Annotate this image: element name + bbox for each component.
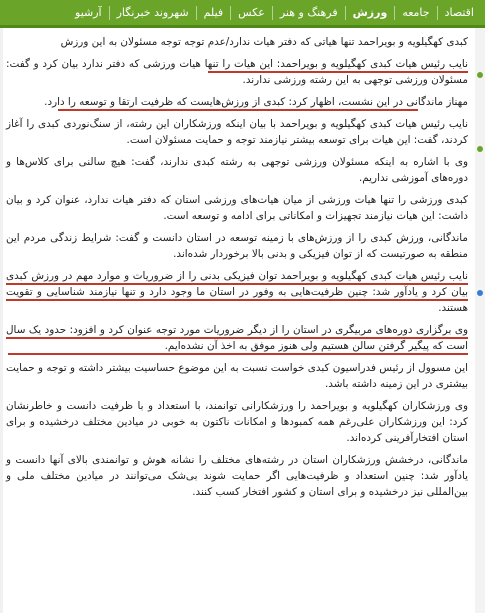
bullet-icon	[477, 72, 483, 78]
article-body	[6, 34, 468, 506]
nav-item-photo[interactable]: عکس	[230, 6, 272, 20]
top-navigation-bar	[0, 0, 485, 28]
article-paragraph-highlighted	[6, 322, 468, 354]
nav-item-citizen-reporter[interactable]: شهروند خبرنگار	[109, 6, 196, 20]
article-paragraph-text: وی برگزاری دوره‌های مربیگری در استان را از دیگر ضروریات مورد توجه عنوان کرد و افزود: حدود یک سال است که پیگیر گرفتن سالن هستیم ولی هنوز موفق به اخذ آن نشده‌ایم.	[6, 324, 468, 352]
article-paragraph-highlighted	[6, 268, 468, 316]
nav-item-sport[interactable]: ورزش	[345, 6, 395, 20]
nav-item-video[interactable]: فیلم	[196, 6, 231, 20]
nav-item-culture[interactable]: فرهنگ و هنر	[272, 6, 345, 20]
nav-item-economy[interactable]: اقتصاد	[437, 6, 481, 20]
highlight-underline	[58, 109, 418, 111]
highlight-underline	[6, 283, 468, 285]
article-paragraph-text: نایب رئیس هیات کبدی کهگیلویه و بویراحمد: این هیات را تنها هیات ورزشی که دفتر ندارد بیان کرد و گفت: مسئولان ورزشی توجهی به این رشته ورزشی ندارند.	[6, 58, 468, 86]
article-paragraph: کبدی کهگیلویه و بویراحمد تنها هیاتی که دفتر هیات ندارد/عدم توجه توجه مسئولان به این ورزش	[60, 36, 468, 48]
article-paragraph: این مسوول از رئیس فدراسیون کبدی خواست نسبت به این موضوع حساسیت بیشتر داشته و توجه و حمایت بیشتری در این زمینه داشته باشد.	[6, 362, 468, 390]
article-paragraph: ماندگانی، ورزش کبدی را از ورزش‌های با زمینه توسعه در استان دانست و گفت: شرایط زندگی مردم این منطقه به صورتیست که از توان فیزیکی و بدنی بالا برخوردار شده‌اند.	[6, 232, 468, 260]
article-paragraph-highlighted	[6, 94, 468, 110]
article-paragraph: وی ورزشکاران کهگیلویه و بویراحمد را ورزشکارانی توانمند، با استعداد و با ظرفیت دانست و خاطرنشان کرد: این ورزشکاران علی‌رغم همه کمبودها و امکانات ناکتون به خوبی در میادین مختلف درخشیده و برای استان افتخارآفرینی کرده‌اند.	[6, 400, 468, 444]
highlight-underline	[208, 71, 468, 73]
article-paragraph: ماندگانی، درخشش ورزشکاران استان در رشته‌های مختلف را نشانه هوش و توانمندی بالای آنها دانست و یادآور شد: چنین استعداد و ظرفیت‌هایی اگر حمایت شوند بی‌شک می‌توانند در میادین مختلف ملی و بین‌المللی نیز درخشیده و برای استان و کشور افتخار کسب کنند.	[6, 454, 468, 498]
bullet-icon	[477, 146, 483, 152]
highlight-underline	[8, 353, 468, 355]
article-paragraph: نایب رئیس هیات کبدی کهگیلویه و بویراحمد با بیان اینکه ورزشکاران این رشته، از سنگ‌نوردی کبدی را آغاز کردند، گفت: این هیات برای توسعه بیشتر نیازمند توجه و حمایت مسئولان است.	[6, 118, 468, 146]
left-edge-bar	[0, 28, 3, 613]
right-sidebar-strip	[475, 28, 485, 613]
highlight-underline	[6, 299, 468, 301]
article-paragraph-text: نایب رئیس هیات کبدی کهگیلویه و بویراحمد توان فیزیکی بدنی را از ضروریات و موارد مهم در ورزش کبدی بیان کرد و یادآور شد: چنین ظرفیت‌هایی به وفور در استان ما وجود دارد و تنها نیازمند شناسایی و تقویت هستند.	[6, 270, 468, 314]
nav-item-archive[interactable]: آرشیو	[75, 5, 102, 19]
bullet-icon	[477, 290, 483, 296]
nav-item-society[interactable]: جامعه	[394, 6, 436, 20]
article-paragraph-text: مهناز ماندگانی در این نشست، اظهار کرد: کبدی از ورزش‌هایست که ظرفیت ارتقا و توسعه را دارد.	[44, 96, 468, 108]
article-paragraph: وی با اشاره به اینکه مسئولان ورزشی توجهی به رشته کبدی ندارند، گفت: هیچ سالنی برای کلاس‌ها و دوره‌های آموزشی نداریم.	[6, 156, 468, 184]
highlight-underline	[6, 337, 468, 339]
article-paragraph-highlighted	[6, 56, 468, 88]
article-paragraph: کبدی ورزشی را تنها هیات ورزشی از میان هیات‌های ورزشی استان که دفتر هیات ندارد، عنوان کرد و بیان داشت: این هیات نیازمند تجهیزات و امکاناتی برای ادامه و توسعه است.	[6, 194, 468, 222]
